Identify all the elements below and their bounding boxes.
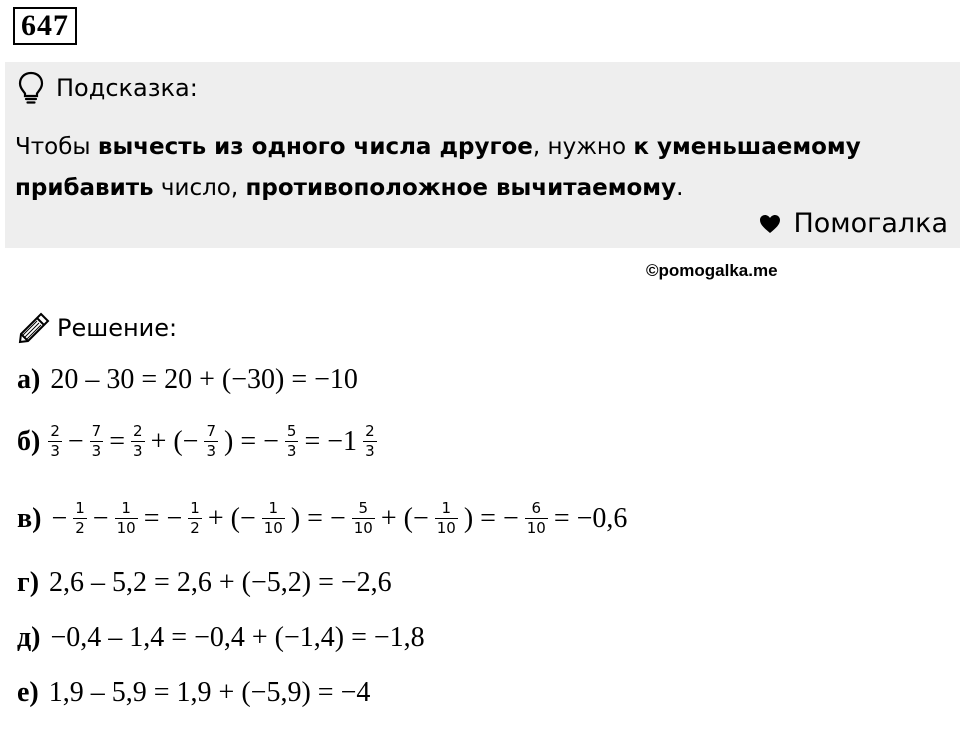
solution-line <box>17 622 429 654</box>
fraction-numerator: 5 <box>286 422 297 440</box>
fraction-denominator: 3 <box>133 442 143 460</box>
solution-line-label: г) <box>17 567 40 598</box>
fraction-denominator: 10 <box>436 519 456 537</box>
fraction <box>188 499 202 538</box>
fraction-numerator: 6 <box>531 499 542 517</box>
hint-text-segment: . <box>676 175 684 201</box>
hint-text-segment: противоположное вычитаемому <box>245 175 677 201</box>
fraction-denominator: 3 <box>206 442 217 460</box>
fraction <box>285 422 299 461</box>
fraction-numerator: 2 <box>365 422 375 440</box>
fraction-denominator: 2 <box>75 519 85 537</box>
solution-line <box>17 364 362 396</box>
fraction-denominator: 3 <box>91 442 102 460</box>
hint-header <box>18 70 198 106</box>
expression-text: + (− <box>380 502 429 534</box>
fraction <box>115 499 138 538</box>
hint-text-segment: Чтобы <box>15 134 98 160</box>
fraction <box>48 422 62 461</box>
solution-line <box>17 499 631 538</box>
fraction <box>352 499 375 538</box>
expression-text: ) = − <box>463 502 519 534</box>
fraction-denominator: 10 <box>263 519 283 537</box>
hint-box <box>5 62 960 248</box>
fraction-denominator: 3 <box>286 442 297 460</box>
fraction-numerator: 7 <box>91 422 102 440</box>
expression-text: − <box>67 425 84 457</box>
expression-text: ) = − <box>224 425 279 457</box>
solution-line <box>17 422 379 461</box>
pencil-icon <box>17 311 51 345</box>
solution-header <box>17 311 177 345</box>
brand <box>759 208 948 239</box>
expression-text: ) = − <box>290 502 346 534</box>
fraction <box>525 499 548 538</box>
hint-text-segment: , нужно <box>532 134 634 160</box>
solution-line <box>17 567 396 599</box>
hint-title: Подсказка: <box>56 74 198 102</box>
fraction-numerator: 2 <box>50 422 60 440</box>
fraction-denominator: 10 <box>116 519 136 537</box>
expression-text: + (− <box>207 502 256 534</box>
expression-text: 1,9 – 5,9 = 1,9 + (−5,9) = −4 <box>48 677 371 708</box>
expression-text: + (− <box>150 425 199 457</box>
solution-line-label: б) <box>17 425 41 457</box>
fraction-numerator: 1 <box>268 499 279 517</box>
expression-text: = − <box>143 502 183 534</box>
brand-name: Помогалка <box>793 208 948 239</box>
solution-line-label: е) <box>17 677 39 708</box>
fraction-numerator: 2 <box>133 422 143 440</box>
fraction <box>435 499 458 538</box>
solution-line-label: д) <box>17 622 41 653</box>
fraction <box>262 499 285 538</box>
hint-text-segment: число, <box>153 175 246 201</box>
expression-text: = <box>109 425 126 457</box>
fraction <box>73 499 87 538</box>
heart-icon <box>759 214 781 234</box>
fraction-denominator: 3 <box>50 442 60 460</box>
fraction <box>90 422 104 461</box>
hint-text-segment: вычесть из одного числа другое <box>97 134 533 160</box>
fraction <box>363 422 377 461</box>
task-number: 647 <box>13 7 77 45</box>
expression-text: 2,6 – 5,2 = 2,6 + (−5,2) = −2,6 <box>49 567 392 598</box>
lightbulb-icon <box>18 71 44 105</box>
fraction <box>204 422 218 461</box>
solution-line-label: а) <box>17 364 41 395</box>
fraction-denominator: 2 <box>190 519 200 537</box>
fraction-numerator: 5 <box>358 499 369 517</box>
fraction-numerator: 1 <box>75 499 85 517</box>
fraction-denominator: 10 <box>353 519 373 537</box>
expression-text: − <box>51 502 68 534</box>
fraction-numerator: 1 <box>121 499 131 517</box>
fraction-numerator: 1 <box>441 499 452 517</box>
fraction-denominator: 3 <box>365 442 375 460</box>
expression-text: − <box>92 502 109 534</box>
expression-text: = −0,6 <box>553 502 628 534</box>
hint-text-segment: к уменьшаемому прибавить <box>15 134 861 201</box>
copyright-text: ©pomogalka.me <box>646 261 778 280</box>
expression-text: −0,4 – 1,4 = −0,4 + (−1,4) = −1,8 <box>50 622 425 653</box>
hint-text <box>15 127 915 209</box>
solution-line-label: в) <box>17 502 42 534</box>
expression-text: = −1 <box>304 425 358 457</box>
fraction-numerator: 7 <box>206 422 217 440</box>
fraction-denominator: 10 <box>526 519 546 537</box>
fraction <box>131 422 145 461</box>
fraction-numerator: 1 <box>190 499 200 517</box>
solution-title: Решение: <box>57 314 178 342</box>
solution-line <box>17 677 374 709</box>
expression-text: 20 – 30 = 20 + (−30) = −10 <box>50 364 358 395</box>
